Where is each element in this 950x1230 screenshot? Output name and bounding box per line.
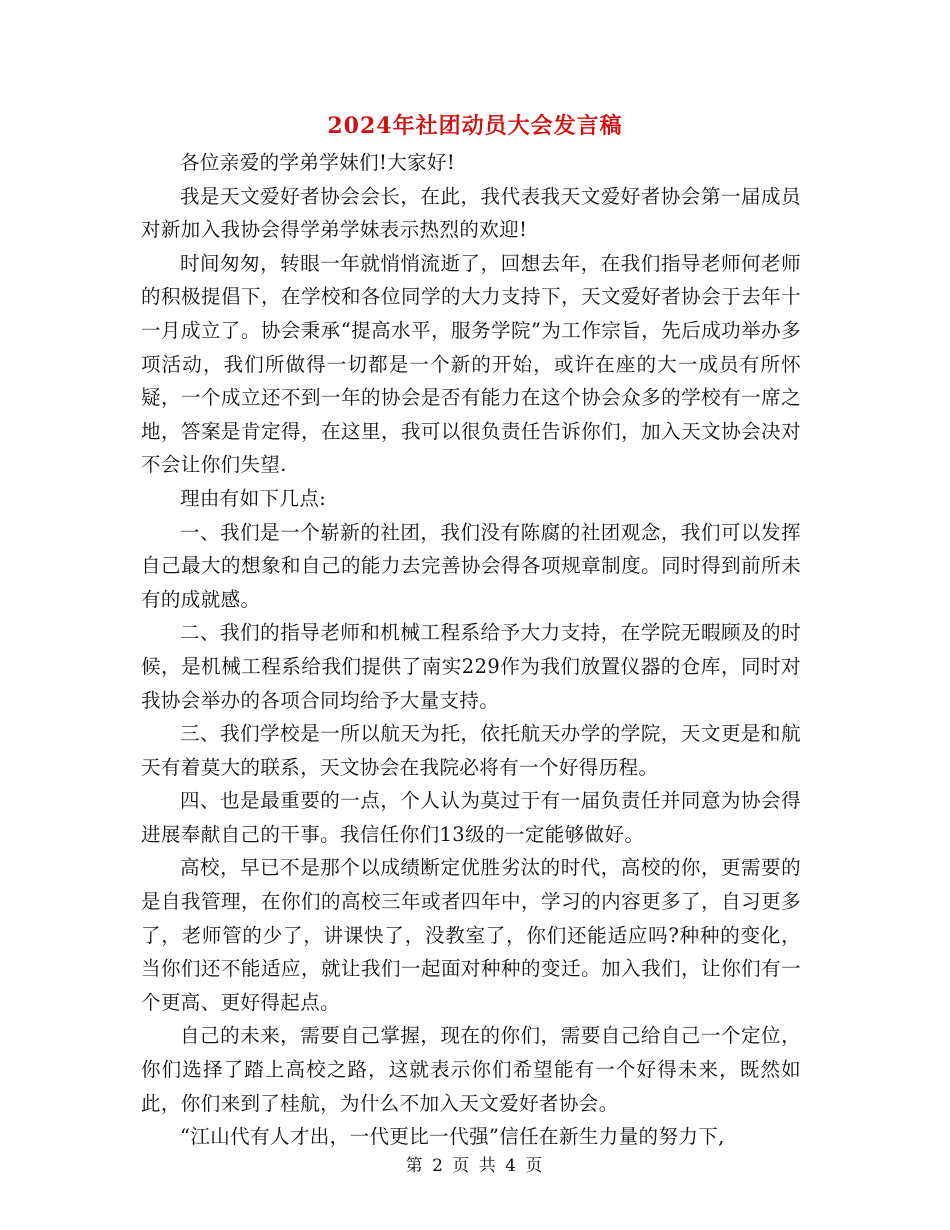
paragraph-future: 自己的未来，需要自己掌握，现在的你们，需要自己给自己一个定位，你们选择了踏上高校之路，这就表示你们希望能有一个好得未来，既然如此，你们来到了桂航，为什么不加入天文爱好者协会。 bbox=[141, 1024, 801, 1115]
paragraph-university-life: 高校，早已不是那个以成绩断定优胜劣汰的时代，高校的你，更需要的是自我管理，在你们的高校三年或者四年中，学习的内容更多了，自习更多了，老师管的少了，讲课快了，没教室了，你们还能适应吗?种种的变化，当你们还不能适应，就让我们一起面对种种的变迁。加入我们，让你们有一个更高、更好得起点。 bbox=[141, 856, 801, 1014]
paragraph-closing: “江山代有人才出，一代更比一代强”信任在新生力量的努力下, bbox=[180, 1125, 725, 1149]
paragraph-reason-2: 二、我们的指导老师和机械工程系给予大力支持，在学院无暇顾及的时候，是机械工程系给我们提供了南实229作为我们放置仪器的仓库，同时对我协会举办的各项合同均给予大量支持。 bbox=[141, 621, 801, 712]
paragraph-history: 时间匆匆，转眼一年就悄悄流逝了，回想去年，在我们指导老师何老师的积极提倡下，在学校和各位同学的大力支持下，天文爱好者协会于去年十一月成立了。协会秉承“提高水平，服务学院”为工作宗旨，先后成功举办多项活动，我们所做得一切都是一个新的开始，或许在座的大一成员有所怀疑，一个成立还不到一年的协会是否有能力在这个协会众多的学校有一席之地，答案是肯定得，在这里，我可以很负责任告诉你们，加入天文协会决对不会让你们失望. bbox=[141, 251, 801, 477]
paragraph-reason-4: 四、也是最重要的一点，个人认为莫过于有一届负责任并同意为协会得进展奉献自己的干事。我信任你们13级的一定能够做好。 bbox=[141, 789, 801, 846]
paragraph-reason-1: 一、我们是一个崭新的社团，我们没有陈腐的社团观念，我们可以发挥自己最大的想象和自己的能力去完善协会得各项规章制度。同时得到前所未有的成就感。 bbox=[141, 520, 801, 611]
paragraph-reasons-intro: 理由有如下几点: bbox=[180, 486, 327, 510]
paragraph-reason-3: 三、我们学校是一所以航天为托，依托航天办学的学院，天文更是和航天有着莫大的联系，天文协会在我院必将有一个好得历程。 bbox=[141, 722, 801, 779]
paragraph-introduction: 我是天文爱好者协会会长，在此，我代表我天文爱好者协会第一届成员对新加入我协会得学弟学妹表示热烈的欢迎! bbox=[141, 184, 801, 242]
paragraph-greeting: 各位亲爱的学弟学妹们!大家好! bbox=[180, 151, 456, 174]
document-title: 2024年社团动员大会发言稿 bbox=[327, 113, 623, 139]
page-number-footer: 第 2 页 共 4 页 bbox=[405, 1156, 545, 1176]
document-body bbox=[141, 146, 801, 1154]
